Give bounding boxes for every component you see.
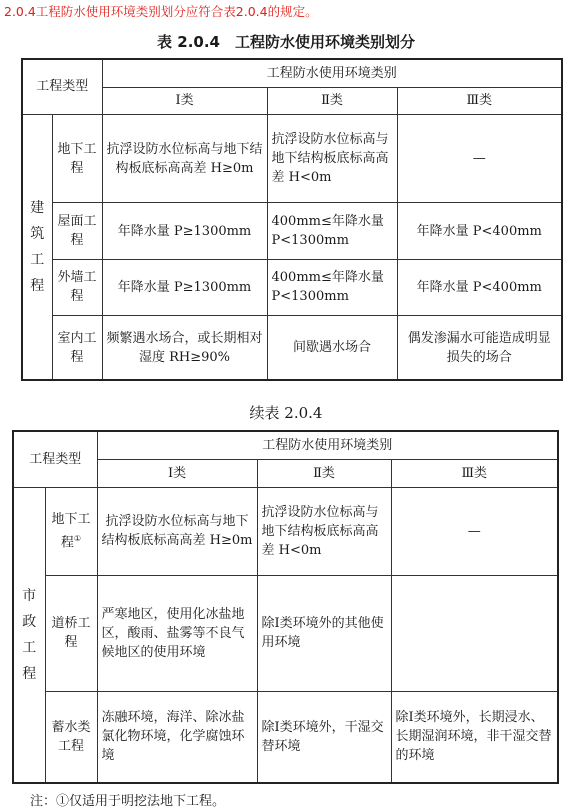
t1-category-char: 筑 xyxy=(30,225,45,242)
footnote-marker: ① xyxy=(73,533,82,543)
t2-cell: 除Ⅰ类环境外，干湿交替环境 xyxy=(257,691,391,783)
t1-cell: 偶发渗漏水可能造成明显损失的场合 xyxy=(397,316,562,380)
t2-cell: 冻融环境，海洋、除冰盐氯化物环境，化学腐蚀环境 xyxy=(97,691,257,783)
t2-cell: 抗浮设防水位标高与地下结构板底标高高差 H≥0m xyxy=(97,487,257,575)
t1-cell: 抗浮设防水位标高与地下结构板底标高高差 H≥0m xyxy=(102,114,267,203)
intro-text: 2.0.4工程防水使用环境类别划分应符合表2.0.4的规定。 xyxy=(4,4,318,19)
t1-cell: 间歇遇水场合 xyxy=(267,316,397,380)
t1-cell: 年降水量 P<400mm xyxy=(397,203,562,259)
t1-category-char: 程 xyxy=(30,277,45,294)
t2-cell: 除Ⅰ类环境外的其他使用环境 xyxy=(257,575,391,691)
t2-header-class3: Ⅲ类 xyxy=(391,459,558,487)
t2-category xyxy=(13,487,45,783)
t1-cell: 年降水量 P<400mm xyxy=(397,259,562,315)
t1-row-name: 地下工程 xyxy=(52,114,102,203)
t1-row-name: 室内工程 xyxy=(52,316,102,380)
table2-caption: 续表 2.0.4 xyxy=(249,404,323,422)
t2-category-char: 市 xyxy=(22,587,37,604)
t1-cell: 年降水量 P≥1300mm xyxy=(102,259,267,315)
t2-header-class2: Ⅱ类 xyxy=(257,459,391,487)
table1 xyxy=(21,58,563,381)
t2-header-class1: Ⅰ类 xyxy=(97,459,257,487)
t2-category-char: 程 xyxy=(22,665,37,682)
t2-row-name: 蓄水类工程 xyxy=(45,691,97,783)
t1-cell: 年降水量 P≥1300mm xyxy=(102,203,267,259)
t1-row-name: 外墙工程 xyxy=(52,259,102,315)
footnote: 注：①仅适用于明挖法地下工程。 xyxy=(30,794,226,809)
table1-caption: 表 2.0.4 工程防水使用环境类别划分 xyxy=(157,33,415,51)
t2-category-char: 政 xyxy=(22,613,37,630)
t2-row-name xyxy=(45,487,97,575)
t2-cell xyxy=(391,575,558,691)
t1-cell: — xyxy=(397,114,562,203)
t1-category-char: 建 xyxy=(30,199,45,216)
t1-cell: 抗浮设防水位标高与地下结构板底标高高差 H<0m xyxy=(267,114,397,203)
t2-category-char: 工 xyxy=(22,639,37,656)
t1-header-project-type: 工程类型 xyxy=(22,59,102,114)
t2-cell: 严寒地区，使用化冰盐地区，酸雨、盐雾等不良气候地区的使用环境 xyxy=(97,575,257,691)
t2-header-group: 工程防水使用环境类别 xyxy=(97,431,558,459)
t2-header-project-type: 工程类型 xyxy=(13,431,97,487)
t1-header-class1: Ⅰ类 xyxy=(102,87,267,114)
t1-header-class3: Ⅲ类 xyxy=(397,87,562,114)
t1-cell: 频繁遇水场合，或长期相对湿度 RH≥90% xyxy=(102,316,267,380)
t2-cell: — xyxy=(391,487,558,575)
t1-category-char: 工 xyxy=(30,251,45,268)
t1-cell: 400mm≤年降水量 P<1300mm xyxy=(267,259,397,315)
t2-cell: 除Ⅰ类环境外，长期浸水、长期湿润环境，非干湿交替的环境 xyxy=(391,691,558,783)
t1-row-name: 屋面工程 xyxy=(52,203,102,259)
t1-cell: 400mm≤年降水量 P<1300mm xyxy=(267,203,397,259)
t2-row-name: 道桥工程 xyxy=(45,575,97,691)
t1-category xyxy=(22,114,52,380)
t1-header-class2: Ⅱ类 xyxy=(267,87,397,114)
t2-row-name-text: 地下工程 xyxy=(51,511,91,551)
t1-header-group: 工程防水使用环境类别 xyxy=(102,59,562,87)
table2 xyxy=(12,430,559,784)
t2-cell: 抗浮设防水位标高与地下结构板底标高高差 H<0m xyxy=(257,487,391,575)
